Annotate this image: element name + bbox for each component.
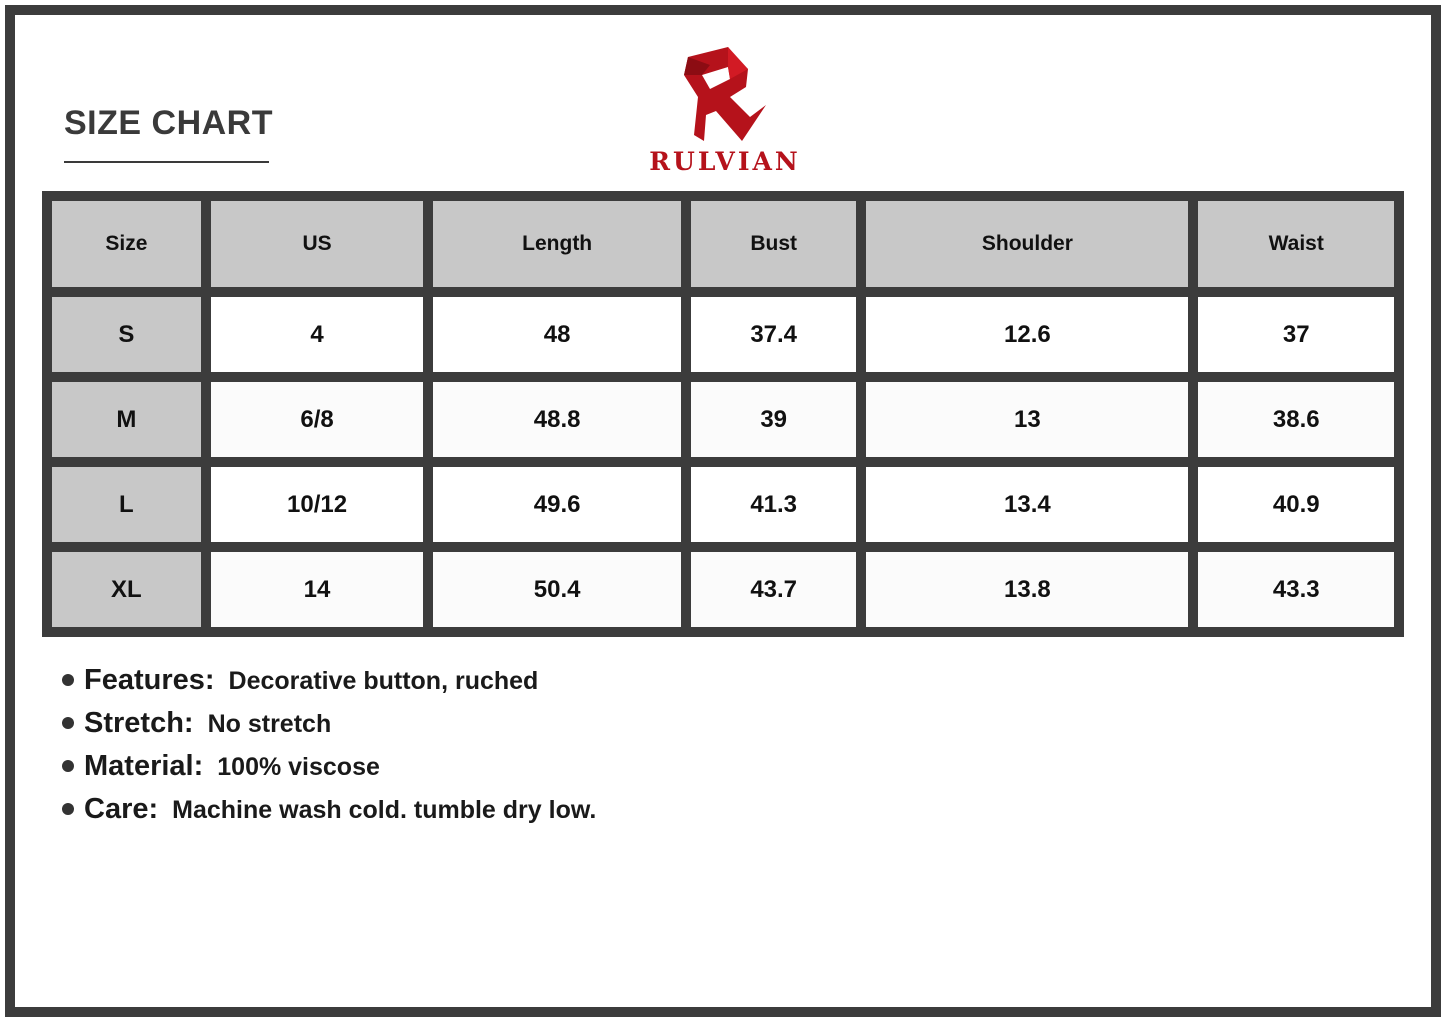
size-cell: S bbox=[52, 297, 201, 372]
table-cell: 14 bbox=[211, 552, 424, 627]
size-table bbox=[42, 191, 1404, 637]
size-cell: M bbox=[52, 382, 201, 457]
bullet-icon bbox=[62, 803, 74, 815]
table-cell: 12.6 bbox=[866, 297, 1188, 372]
table-cell: 13 bbox=[866, 382, 1188, 457]
list-item bbox=[62, 793, 596, 836]
feature-label: Care: bbox=[84, 793, 159, 825]
feature-value: Machine wash cold. tumble dry low. bbox=[172, 796, 597, 824]
feature-value: 100% viscose bbox=[217, 753, 380, 781]
size-cell: XL bbox=[52, 552, 201, 627]
feature-value: Decorative button, ruched bbox=[228, 667, 539, 695]
table-row bbox=[52, 552, 1394, 627]
table-cell: 48 bbox=[433, 297, 681, 372]
bullet-icon bbox=[62, 674, 74, 686]
brand-name: RULVIAN bbox=[649, 147, 801, 176]
table-cell: 13.8 bbox=[866, 552, 1188, 627]
feature-label: Features: bbox=[84, 664, 215, 696]
column-header: Bust bbox=[691, 201, 856, 287]
list-item bbox=[62, 750, 596, 793]
table-cell: 50.4 bbox=[433, 552, 681, 627]
rulvian-r-logo-icon bbox=[680, 45, 770, 143]
table-cell: 40.9 bbox=[1198, 467, 1394, 542]
list-item bbox=[62, 707, 596, 750]
column-header: Length bbox=[433, 201, 681, 287]
column-header: US bbox=[211, 201, 424, 287]
table-cell: 10/12 bbox=[211, 467, 424, 542]
table-cell: 43.3 bbox=[1198, 552, 1394, 627]
table-cell: 41.3 bbox=[691, 467, 856, 542]
feature-list bbox=[62, 664, 596, 836]
page-title: SIZE CHART bbox=[64, 104, 273, 142]
feature-value: No stretch bbox=[207, 710, 332, 738]
bullet-icon bbox=[62, 717, 74, 729]
table-cell: 6/8 bbox=[211, 382, 424, 457]
table-cell: 39 bbox=[691, 382, 856, 457]
table-row bbox=[52, 297, 1394, 372]
table-cell: 37.4 bbox=[691, 297, 856, 372]
list-item bbox=[62, 664, 596, 707]
brand-logo bbox=[640, 45, 810, 175]
feature-label: Material: bbox=[84, 750, 204, 782]
table-header-row bbox=[52, 201, 1394, 287]
table-cell: 38.6 bbox=[1198, 382, 1394, 457]
bullet-icon bbox=[62, 760, 74, 772]
table-cell: 48.8 bbox=[433, 382, 681, 457]
column-header: Shoulder bbox=[866, 201, 1188, 287]
table-row bbox=[52, 467, 1394, 542]
table-row bbox=[52, 382, 1394, 457]
size-cell: L bbox=[52, 467, 201, 542]
table-cell: 13.4 bbox=[866, 467, 1188, 542]
table-cell: 4 bbox=[211, 297, 424, 372]
column-header: Waist bbox=[1198, 201, 1394, 287]
table-cell: 49.6 bbox=[433, 467, 681, 542]
table-cell: 43.7 bbox=[691, 552, 856, 627]
column-header: Size bbox=[52, 201, 201, 287]
table-cell: 37 bbox=[1198, 297, 1394, 372]
title-underline bbox=[64, 161, 269, 163]
feature-label: Stretch: bbox=[84, 707, 194, 739]
